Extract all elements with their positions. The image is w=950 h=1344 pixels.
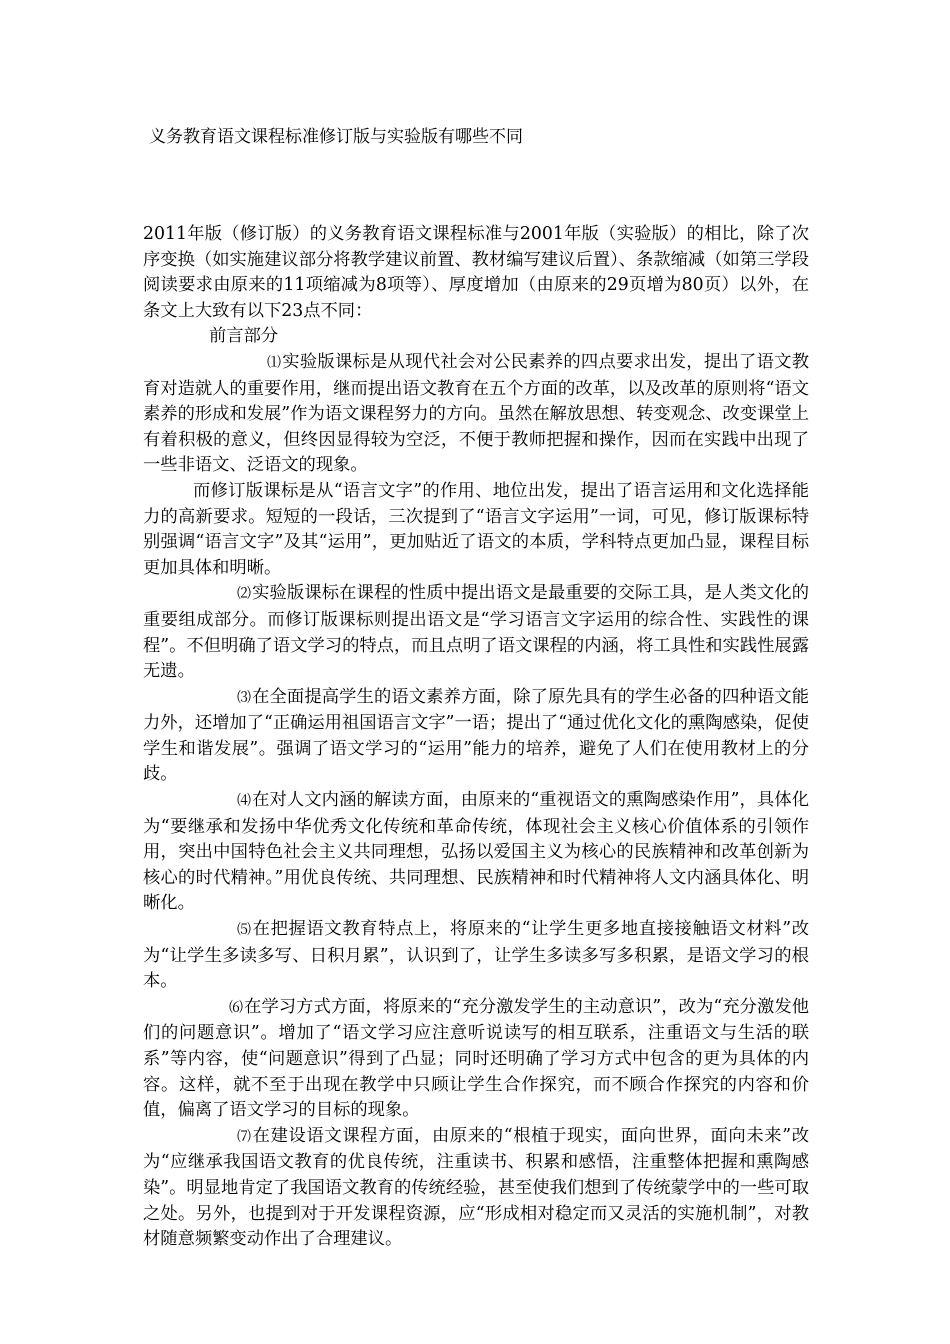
document-body xyxy=(143,222,809,1253)
item-text: 在把握语文教育特点上，将原来的“让学生更多地直接接触语文材料”改为“让学生多读多写、日积月累”，认识到了，让学生多读多写多积累，是语文学习的根本。 xyxy=(143,919,809,992)
item-text: 实验版课标在课程的性质中提出语文是最重要的交际工具，是人类文化的重要组成部分。而修订版课标则提出语文是“学习语言文字运用的综合性、实践性的课程”。不但明确了语文学习的特点，而且点明了语文课程的内涵，将工具性和实践性展露无遗。 xyxy=(143,583,809,682)
intro-paragraph: 2011年版（修订版）的义务教育语文课程标准与2001年版（实验版）的相比，除了次序变换（如实施建议部分将教学建议前置、教材编写建议后置）、条款缩减（如第三学段阅读要求由原来的11项缩减为8项等）、厚度增加（由原来的29页增为80页）以外，在条文上大致有以下23点不同： xyxy=(143,224,809,321)
item-text: 而修订版课标是从“语言文字”的作用、地位出发，提出了语言运用和文化选择能力的高新要求。短短的一段话，三次提到了“语言文字运用”一词，可见，修订版课标特别强调“语言文字”及其“运用”，更加贴近了语文的本质，学科特点更加凸显，课程目标更加具体和明晰。 xyxy=(143,480,809,578)
item-paragraph-5 xyxy=(143,917,809,995)
item-marker: ⑺ xyxy=(237,1128,251,1145)
item-paragraph-4 xyxy=(143,788,809,917)
item-paragraph-1 xyxy=(143,350,809,479)
section-heading: 前言部分 xyxy=(209,326,279,347)
document-title: 义务教育语文课程标准修订版与实验版有哪些不同 xyxy=(149,127,523,147)
item-marker: ⑷ xyxy=(237,793,251,810)
item-text: 在对人文内涵的解读方面，由原来的“重视语文的熏陶感染作用”，具体化为“要继承和发扬中华优秀文化传统和革命传统，体现社会主义核心价值体系的引领作用，突出中国特色社会主义共同理想，弘扬以爱国主义为核心的民族精神和改革创新为核心的时代精神。”用优良传统、共同理想、民族精神和时代精神将人文内涵具体化、明晰化。 xyxy=(143,790,809,914)
item-text: 实验版课标是从现代社会对公民素养的四点要求出发，提出了语文教育对造就人的重要作用，继而提出语文教育在五个方面的改革，以及改革的原则将“语文素养的形成和发展”作为语文课程努力的方向。虽然在解放思想、转变观念、改变课堂上有着积极的意义，但终因显得较为空泛，不便于教师把握和操作，因而在实践中出现了一些非语文、泛语文的现象。 xyxy=(143,351,809,476)
item-text: 在学习方式方面，将原来的“充分激发学生的主动意识”，改为“充分激发他们的问题意识”。增加了“语文学习应注意听说读写的相互联系，注重语文与生活的联系”等内容，使“问题意识”得到了凸显；同时还明确了学习方式中包含的更为具体的内容。这样，就不至于出现在教学中只顾让学生合作探究，而不顾合作探究的内容和价值，偏离了语文学习的目标的现象。 xyxy=(143,996,809,1121)
item-marker: ⑸ xyxy=(237,922,251,939)
item-paragraph-2 xyxy=(143,581,809,684)
item-text: 在全面提高学生的语文素养方面，除了原先具有的学生必备的四种语文能力外，还增加了“正确运用祖国语言文字”一语；提出了“通过优化文化的熏陶感染，促使学生和谐发展”。强调了语文学习的“运用”能力的培养，避免了人们在使用教材上的分歧。 xyxy=(143,686,809,785)
item-marker: ⑴ xyxy=(267,354,281,371)
item-paragraph-6 xyxy=(143,995,809,1124)
item-paragraph-continuation xyxy=(143,479,809,581)
item-text: 在建设语文课程方面，由原来的“根植于现实，面向世界，面向未来”改为“应继承我国语文教育的优良传统，注重读书、积累和感悟，注重整体把握和熏陶感染”。明显地肯定了我国语文教育的传统经验，甚至使我们想到了传统蒙学中的一些可取之处。另外，也提到对于开发课程资源，应“形成相对稳定而又灵活的实施机制”，对教材随意频繁变动作出了合理建议。 xyxy=(143,1125,809,1250)
item-marker: ⑹ xyxy=(229,999,243,1016)
item-paragraph-3 xyxy=(143,685,809,788)
item-marker: ⑶ xyxy=(237,689,251,706)
item-paragraph-7 xyxy=(143,1124,809,1253)
item-marker: ⑵ xyxy=(237,586,251,603)
